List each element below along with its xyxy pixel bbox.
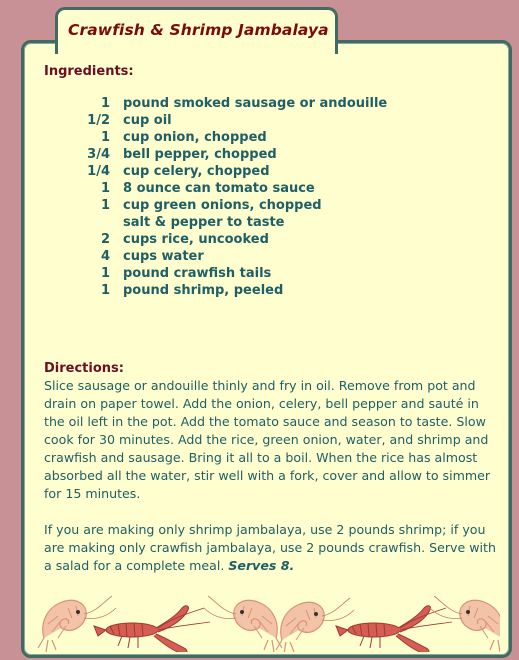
serves-count: Serves 8. bbox=[228, 558, 295, 573]
ingredient-qty: 1 bbox=[100, 283, 110, 298]
ingredient-qty: 3/4 bbox=[87, 147, 110, 162]
ingredient-row bbox=[60, 129, 387, 146]
ingredient-item: pound smoked sausage or andouille bbox=[123, 96, 388, 111]
ingredient-row bbox=[60, 95, 387, 112]
directions-text bbox=[44, 377, 499, 575]
directions-paragraph: Slice sausage or andouille thinly and fry in oil. Remove from pot and drain on paper towel. Add the onion, celery, bell pepper and sauté in the oil left in the pot. Add the tomato sauce and season to taste. Slow cook for 30 minutes. Add the rice, green onion, water, and shrimp and crawfish and sausage. Bring it all to a boil. When the rice has almost absorbed all the water, stir well with a fork, cover and allow to simmer for 15 minutes. bbox=[44, 378, 491, 501]
ingredient-item: pound crawfish tails bbox=[123, 266, 272, 281]
directions-heading: Directions: bbox=[44, 361, 124, 376]
ingredient-item: 8 ounce can tomato sauce bbox=[123, 181, 315, 196]
shrimp-icon bbox=[430, 596, 500, 652]
ingredient-row bbox=[60, 282, 387, 299]
ingredient-qty: 1/2 bbox=[87, 113, 110, 128]
ingredient-qty bbox=[60, 214, 110, 231]
ingredient-qty: 1 bbox=[100, 266, 110, 281]
crawfish-icon bbox=[94, 606, 210, 652]
ingredient-row bbox=[60, 180, 387, 197]
directions-note: If you are making only shrimp jambalaya, use 2 pounds shrimp; if you are making only crawfish jambalaya, use 2 pounds crawfish. Serve with a salad for a complete meal. bbox=[44, 522, 496, 573]
ingredient-row bbox=[60, 231, 387, 248]
ingredient-item: cups water bbox=[123, 249, 204, 264]
ingredient-item: bell pepper, chopped bbox=[123, 147, 277, 162]
ingredient-row bbox=[60, 265, 387, 282]
ingredient-item: cup oil bbox=[123, 113, 172, 128]
ingredient-row bbox=[60, 248, 387, 265]
ingredient-item: salt & pepper to taste bbox=[123, 215, 285, 230]
directions-paragraph bbox=[44, 521, 499, 575]
shrimp-icon bbox=[204, 596, 282, 652]
ingredient-item: cup green onions, chopped bbox=[123, 198, 322, 213]
recipe-title: Crawfish & Shrimp Jambalaya bbox=[68, 21, 329, 39]
ingredient-qty: 1 bbox=[100, 181, 110, 196]
shrimp-icon bbox=[38, 596, 116, 652]
shrimp-icon bbox=[276, 598, 354, 652]
ingredient-row bbox=[60, 163, 387, 180]
seafood-border bbox=[30, 590, 500, 652]
ingredient-qty: 1 bbox=[100, 96, 110, 111]
ingredient-qty: 1 bbox=[100, 198, 110, 213]
ingredient-item: pound shrimp, peeled bbox=[123, 283, 284, 298]
ingredient-row bbox=[60, 112, 387, 129]
ingredient-row bbox=[60, 146, 387, 163]
ingredients-list bbox=[60, 95, 387, 299]
ingredients-heading: Ingredients: bbox=[44, 64, 134, 79]
ingredient-qty: 1 bbox=[100, 130, 110, 145]
crawfish-icon bbox=[336, 606, 452, 652]
ingredient-qty: 2 bbox=[100, 232, 110, 247]
ingredient-qty: 1/4 bbox=[87, 164, 110, 179]
ingredient-item: cup onion, chopped bbox=[123, 130, 267, 145]
ingredient-item: cups rice, uncooked bbox=[123, 232, 269, 247]
ingredient-item: cup celery, chopped bbox=[123, 164, 270, 179]
ingredient-row bbox=[60, 214, 387, 231]
ingredient-qty: 4 bbox=[100, 249, 110, 264]
ingredient-row bbox=[60, 197, 387, 214]
